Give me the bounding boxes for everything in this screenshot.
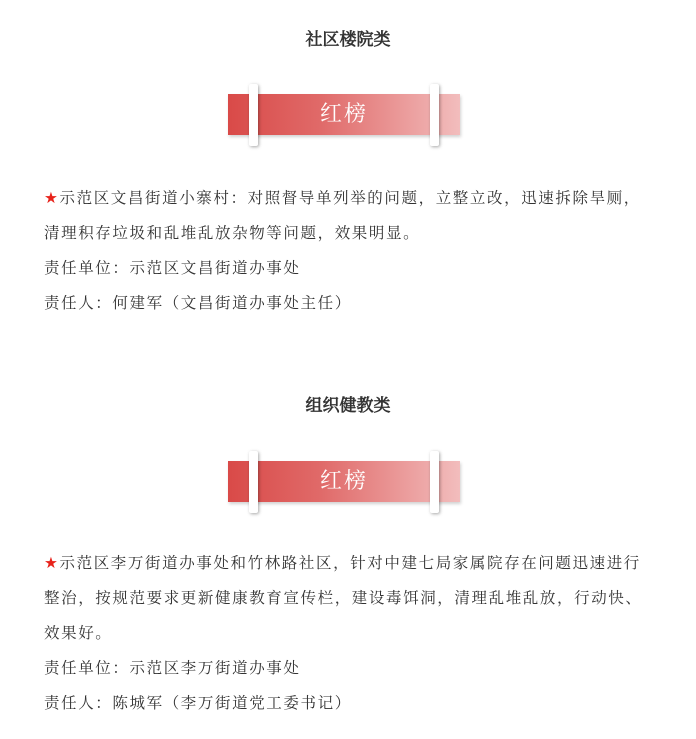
banner-label: 红榜 [319, 469, 368, 494]
banner-label: 红榜 [319, 102, 368, 127]
section-body-community [44, 181, 652, 321]
responsible-unit: 责任单位：示范区李万街道办事处 [44, 659, 301, 677]
star-icon: ★ [44, 554, 60, 572]
banner-right-post [430, 451, 439, 513]
description-text: 示范区文昌街道小寨村：对照督导单列举的问题，立整立改，迅速拆除旱厕，清理积存垃圾和乱堆乱放杂物等问题，效果明显。 [44, 189, 641, 242]
description-paragraph [44, 546, 652, 651]
red-list-banner [228, 84, 462, 146]
banner-left-post [249, 451, 258, 513]
red-list-banner [228, 451, 462, 513]
responsible-person: 责任人：何建军（文昌街道办事处主任） [44, 294, 352, 312]
section-title-health-education: 组织健教类 [305, 396, 391, 416]
responsible-unit: 责任单位：示范区文昌街道办事处 [44, 259, 301, 277]
description-paragraph [44, 181, 652, 251]
star-icon: ★ [44, 189, 60, 207]
banner-left-post [249, 84, 258, 146]
banner-right-post [430, 84, 439, 146]
section-body-health-education [44, 546, 652, 721]
responsible-person: 责任人：陈城军（李万街道党工委书记） [44, 694, 352, 712]
description-text: 示范区李万街道办事处和竹林路社区，针对中建七局家属院存在问题迅速进行整治，按规范要求更新健康教育宣传栏，建设毒饵洞，清理乱堆乱放，行动快、效果好。 [44, 554, 643, 642]
section-title-community: 社区楼院类 [305, 30, 391, 50]
